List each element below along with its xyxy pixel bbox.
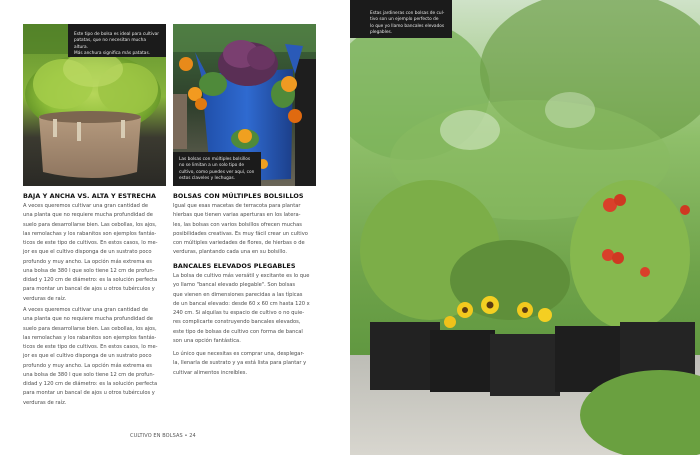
- footer-separator: •: [184, 433, 188, 439]
- section-heading: BAJA Y ANCHA VS. ALTA Y ESTRECHA: [23, 192, 156, 200]
- caption-line: cultivo, como puedes ver aquí, con: [179, 169, 255, 175]
- caption-line: Este tipo de bolsa es ideal para cultivar: [74, 32, 160, 37]
- photo-potato-grow-bag: [23, 24, 166, 186]
- text-line: una bolsa de 380 l que solo tiene 12 cm de profun-: [23, 371, 155, 378]
- caption-line: estos claveles y lechugas.: [179, 175, 236, 181]
- text-line: A veces queremos cultivar una gran cantidad de: [23, 203, 148, 209]
- photo-pocket-grow-bag: [173, 24, 316, 186]
- text-line: una planta que no requiere mucha profundidad de: [23, 212, 153, 219]
- text-line: Igual que esas macetas de terracota para plantar: [173, 203, 301, 209]
- text-line: las remolachas y los rabanitos son ejemplos fantás-: [23, 230, 157, 237]
- raised-bed-garden-photo: [350, 0, 700, 455]
- text-line: verduras, plantando cada una en su bolsillo.: [173, 249, 287, 256]
- text-line: suelo para desarrollarse bien. Las cebollas, los ajos,: [23, 325, 157, 332]
- text-line: este tipo de bolsas de cultivo con forma de bancal: [173, 328, 303, 335]
- section-heading: BOLSAS CON MÚLTIPLES BOLSILLOS: [173, 192, 304, 200]
- caption-line: lo que yo llamo bancales elevados: [370, 23, 445, 29]
- text-line: la, llenarla de sustrato y ya está lista para plantar y: [173, 360, 307, 367]
- caption-line: Estas jardineras con bolsas de cul-: [370, 11, 445, 16]
- text-line: res complicarte construyendo bancales elevados,: [173, 319, 301, 326]
- text-line: son una opción fantástica.: [173, 337, 241, 344]
- text-line: jor es que el cultivo disponga de un sustrato poco: [23, 353, 152, 360]
- page-footer: [130, 433, 250, 439]
- photo-caption-raised-beds: [350, 0, 452, 38]
- text-line: les, las bolsas con varios bolsillos ofrecen muchas: [173, 221, 302, 228]
- text-line: didad y 120 cm de diámetro: es la solución perfecta: [23, 277, 158, 283]
- section-heading: BANCALES ELEVADOS PLEGABLES: [173, 262, 296, 270]
- caption-line: no se limitan a un solo tipo de: [179, 163, 244, 169]
- text-line: didad y 120 cm de diámetro: es la solución perfecta: [23, 381, 158, 387]
- section-body: [23, 202, 168, 304]
- text-line: suelo para desarrollarse bien. Las cebollas, los ajos,: [23, 221, 157, 228]
- text-line: hierbas que tienen varias aperturas en los latera-: [173, 212, 301, 219]
- section-folding-raised-beds: [173, 262, 318, 346]
- caption-line: patatas, que no necesitan mucha altura.: [74, 38, 146, 50]
- text-line: ticos de este tipo de cultivos. En estos casos, lo me-: [23, 240, 158, 246]
- text-line: verduras de raíz.: [23, 399, 67, 406]
- section-body: [173, 202, 318, 258]
- text-line: La bolsa de cultivo más versátil y excitante es lo que: [173, 273, 310, 279]
- photo-caption-potatoes: [68, 24, 166, 57]
- caption-line: Las bolsas con múltiples bolsillos: [179, 157, 251, 162]
- section-multi-pocket-bags: [173, 192, 318, 258]
- running-title: CULTIVO EN BOLSAS: [130, 433, 183, 439]
- photo-caption-pockets: [173, 152, 261, 186]
- text-line: Lo único que necesitas es comprar una, desplegar-: [173, 351, 305, 357]
- text-line: las remolachas y los rabanitos son ejemplos fantás-: [23, 334, 157, 341]
- text-line: profundo y muy ancho. La opción más extrema es: [23, 258, 152, 265]
- section-wide-vs-tall-repeat: [23, 306, 168, 408]
- text-line: cultivar alimentos increíbles.: [173, 369, 248, 376]
- text-line: A veces queremos cultivar una gran cantidad de: [23, 307, 148, 313]
- section-wide-vs-tall: [23, 192, 168, 304]
- text-line: de un bancal elevado: desde 60 x 60 cm hasta 120 x: [173, 300, 310, 307]
- text-line: para montar un bancal de ajos u otros tubérculos y: [23, 286, 155, 293]
- caption-line: plegables.: [370, 29, 393, 35]
- section-body: [23, 306, 168, 408]
- text-line: para montar un bancal de ajos u otros tubérculos y: [23, 390, 155, 397]
- text-line: que vienen en dimensiones parecidas a las típicas: [173, 291, 303, 298]
- section-folding-raised-beds-cont: [173, 350, 318, 378]
- text-line: yo llamo "bancal elevado plegable". Son bolsas: [173, 282, 296, 289]
- page-number: 24: [189, 433, 196, 439]
- section-body: [173, 272, 318, 346]
- text-line: verduras de raíz.: [23, 295, 67, 302]
- text-line: una planta que no requiere mucha profundidad de: [23, 316, 153, 323]
- caption-line: tivo son un ejemplo perfecto de: [370, 17, 439, 23]
- text-line: profundo y muy ancho. La opción más extrema es: [23, 362, 152, 369]
- text-line: posibilidades creativas. Es muy fácil crear un cultivo: [173, 230, 308, 237]
- text-line: con múltiples variedades de flores, de hierbas o de: [173, 240, 305, 246]
- text-line: ticos de este tipo de cultivos. En estos casos, lo me-: [23, 344, 158, 350]
- text-line: 240 cm. Si alquilas tu espacio de cultivo o no quie-: [173, 310, 305, 316]
- text-line: jor es que el cultivo disponga de un sustrato poco: [23, 249, 152, 256]
- text-line: una bolsa de 380 l que solo tiene 12 cm de profun-: [23, 267, 155, 274]
- caption-line: Más anchura significa más patatas.: [74, 50, 151, 56]
- right-page: [350, 0, 700, 455]
- section-body: [173, 350, 318, 378]
